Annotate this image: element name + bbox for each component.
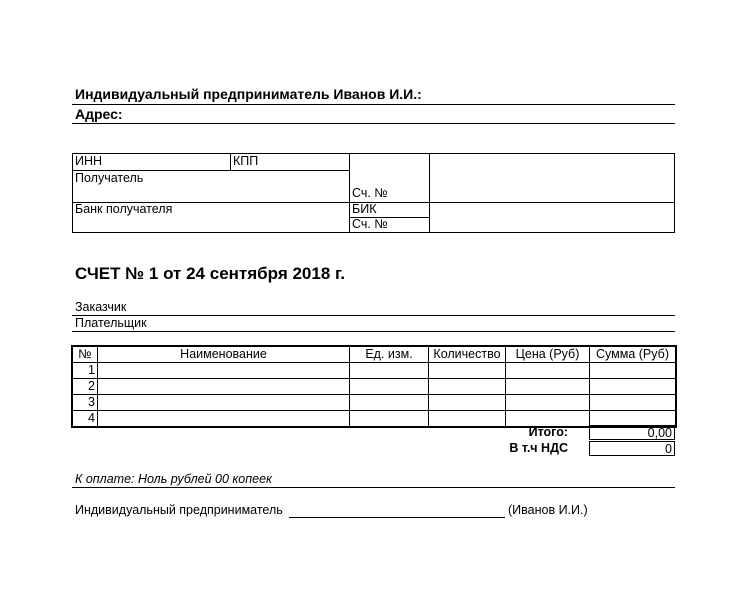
row-sum <box>590 379 676 395</box>
kpp-label: КПП <box>233 154 259 168</box>
col-quantity: Количество <box>429 347 506 363</box>
row-sum <box>590 363 676 379</box>
invoice-title: СЧЕТ № 1 от 24 сентября 2018 г. <box>75 264 346 283</box>
items-table <box>72 346 676 427</box>
row-number: 4 <box>73 411 98 427</box>
amount-line <box>72 487 675 488</box>
row-unit <box>350 379 429 395</box>
row-name <box>98 379 350 395</box>
total-value: 0,00 <box>589 425 675 440</box>
row-unit <box>350 363 429 379</box>
items-table-header <box>73 347 676 363</box>
row-number: 1 <box>73 363 98 379</box>
col-number: № <box>73 347 98 363</box>
corr-account-label: Сч. № <box>352 217 388 231</box>
row-price <box>506 363 590 379</box>
signature-label: Индивидуальный предприниматель <box>75 503 283 517</box>
customer-line <box>72 315 675 316</box>
bik-label: БИК <box>352 202 377 216</box>
row-quantity <box>429 411 506 427</box>
row-number: 2 <box>73 379 98 395</box>
table-row <box>73 411 676 427</box>
address-label: Адрес: <box>75 106 123 122</box>
table-row <box>73 379 676 395</box>
customer-label: Заказчик <box>75 300 127 314</box>
row-unit <box>350 395 429 411</box>
inn-kpp-separator <box>230 154 231 170</box>
bank-recipient-label: Банк получателя <box>75 202 173 216</box>
recipient-label: Получатель <box>75 171 144 185</box>
vat-label: В т.ч НДС <box>509 441 568 455</box>
row-quantity <box>429 379 506 395</box>
bank-details-table <box>72 153 675 233</box>
row-name <box>98 363 350 379</box>
row-price <box>506 379 590 395</box>
payer-line <box>72 331 675 332</box>
row-name <box>98 395 350 411</box>
bank-column-separator <box>349 154 350 232</box>
row-number: 3 <box>73 395 98 411</box>
total-label: Итого: <box>528 425 568 439</box>
address-divider <box>72 123 675 124</box>
vat-value: 0 <box>589 441 675 456</box>
table-row <box>73 395 676 411</box>
col-sum: Сумма (Руб) <box>590 347 676 363</box>
table-row <box>73 363 676 379</box>
row-quantity <box>429 395 506 411</box>
row-price <box>506 395 590 411</box>
signature-name: (Иванов И.И.) <box>508 503 588 517</box>
row-name <box>98 411 350 427</box>
col-unit: Ед. изм. <box>350 347 429 363</box>
col-price: Цена (Руб) <box>506 347 590 363</box>
col-name: Наименование <box>98 347 350 363</box>
amount-in-words: К оплате: Ноль рублей 00 копеек <box>75 472 272 486</box>
row-unit <box>350 411 429 427</box>
row-quantity <box>429 363 506 379</box>
inn-label: ИНН <box>75 154 103 168</box>
account-column-separator <box>429 154 430 232</box>
account-label: Сч. № <box>352 186 388 200</box>
header-divider <box>72 104 675 105</box>
payer-label: Плательщик <box>75 316 147 330</box>
entrepreneur-title: Индивидуальный предприниматель Иванов И.И.: <box>75 86 422 102</box>
signature-line <box>289 517 505 518</box>
row-sum <box>590 395 676 411</box>
